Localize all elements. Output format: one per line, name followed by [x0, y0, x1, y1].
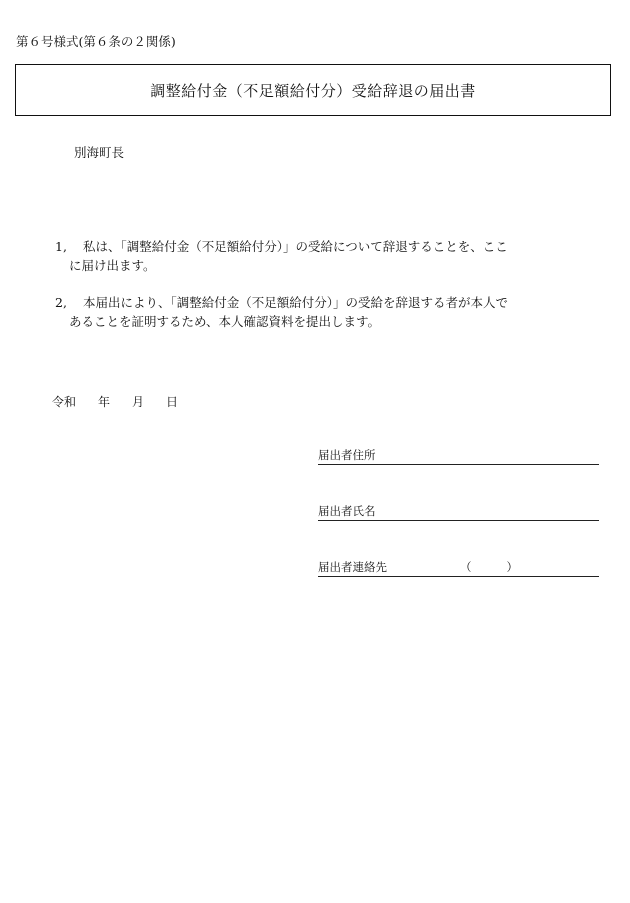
- paragraph-2-number: 2,: [55, 295, 67, 310]
- paragraph-2-text-1: 本届出により、「調整給付金（不足額給付分）」の受給を辞退する者が本人で: [83, 295, 509, 310]
- paragraph-2: [55, 293, 508, 331]
- applicant-address-field[interactable]: [318, 447, 599, 465]
- applicant-name-label: 届出者氏名: [318, 504, 376, 518]
- paragraph-1: [55, 237, 508, 275]
- applicant-contact-field[interactable]: [318, 559, 599, 577]
- date-month: 月: [132, 395, 145, 409]
- title-box: [15, 64, 611, 116]
- paragraph-1-number: 1,: [55, 239, 67, 254]
- paren-open: （: [460, 560, 472, 574]
- addressee: 別海町長: [74, 145, 125, 160]
- paragraph-2-line-2: あることを証明するため、本人確認資料を提出します。: [69, 314, 381, 329]
- paragraph-1-text-1: 私は、「調整給付金（不足額給付分）」の受給について辞退することを、ここ: [83, 239, 508, 254]
- paren-close: ）: [506, 560, 518, 574]
- date-row: [52, 394, 178, 410]
- date-year: 年: [98, 395, 111, 409]
- phone-parentheses: [460, 559, 518, 575]
- applicant-name-field[interactable]: [318, 503, 599, 521]
- applicant-address-label: 届出者住所: [318, 448, 376, 462]
- paragraph-2-line-1: [55, 293, 508, 312]
- paragraph-1-line-2: に届け出ます。: [69, 258, 156, 273]
- date-era: 令和: [52, 395, 77, 409]
- applicant-contact-label: 届出者連絡先: [318, 560, 387, 574]
- document-title: 調整給付金（不足額給付分）受給辞退の届出書: [150, 81, 476, 100]
- paragraph-1-line-1: [55, 237, 508, 256]
- date-day: 日: [166, 395, 179, 409]
- form-number: 第６号様式(第６条の２関係): [16, 34, 176, 49]
